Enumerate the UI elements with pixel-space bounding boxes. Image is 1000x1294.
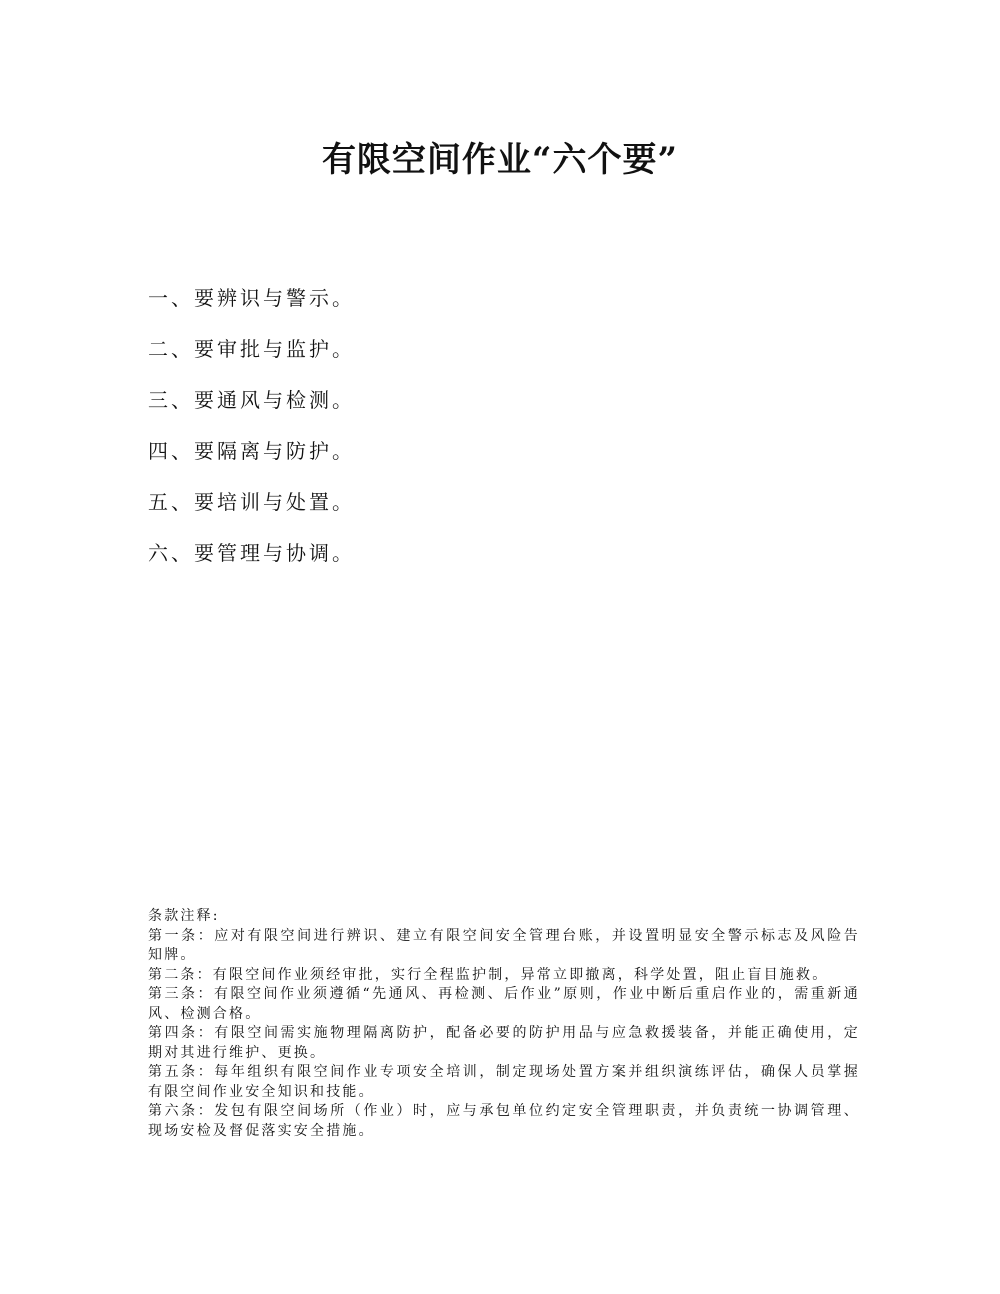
clause-note: 第五条：每年组织有限空间作业专项安全培训，制定现场处置方案并组织演练评估，确保人员掌握有限空间作业安全知识和技能。 [148,1064,860,1100]
requirement-item: 六、要管理与协调。 [148,541,355,565]
clause-note: 第三条：有限空间作业须遵循“先通风、再检测、后作业”原则，作业中断后重启作业的，需重新通风、检测合格。 [148,986,860,1022]
document-title: 有限空间作业“六个要” [321,140,679,180]
requirements-list [148,284,355,590]
notes-heading: 条款注释: [148,908,220,924]
clause-note: 第一条：应对有限空间进行辨识、建立有限空间安全管理台账，并设置明显安全警示标志及风险告知牌。 [148,927,860,963]
requirement-item: 二、要审批与监护。 [148,337,355,361]
clause-note: 第六条：发包有限空间场所（作业）时，应与承包单位约定安全管理职责，并负责统一协调管理、现场安检及督促落实安全措施。 [148,1103,860,1139]
requirement-item: 四、要隔离与防护。 [148,439,355,463]
clause-note: 第四条：有限空间需实施物理隔离防护，配备必要的防护用品与应急救援装备，并能正确使用，定期对其进行维护、更换。 [148,1025,860,1061]
requirement-item: 三、要通风与检测。 [148,388,355,412]
requirement-item: 一、要辨识与警示。 [148,286,355,310]
requirement-item: 五、要培训与处置。 [148,490,355,514]
clause-note: 第二条：有限空间作业须经审批，实行全程监护制，异常立即撤离，科学处置，阻止盲目施救。 [148,966,829,983]
clause-notes [148,907,860,1141]
